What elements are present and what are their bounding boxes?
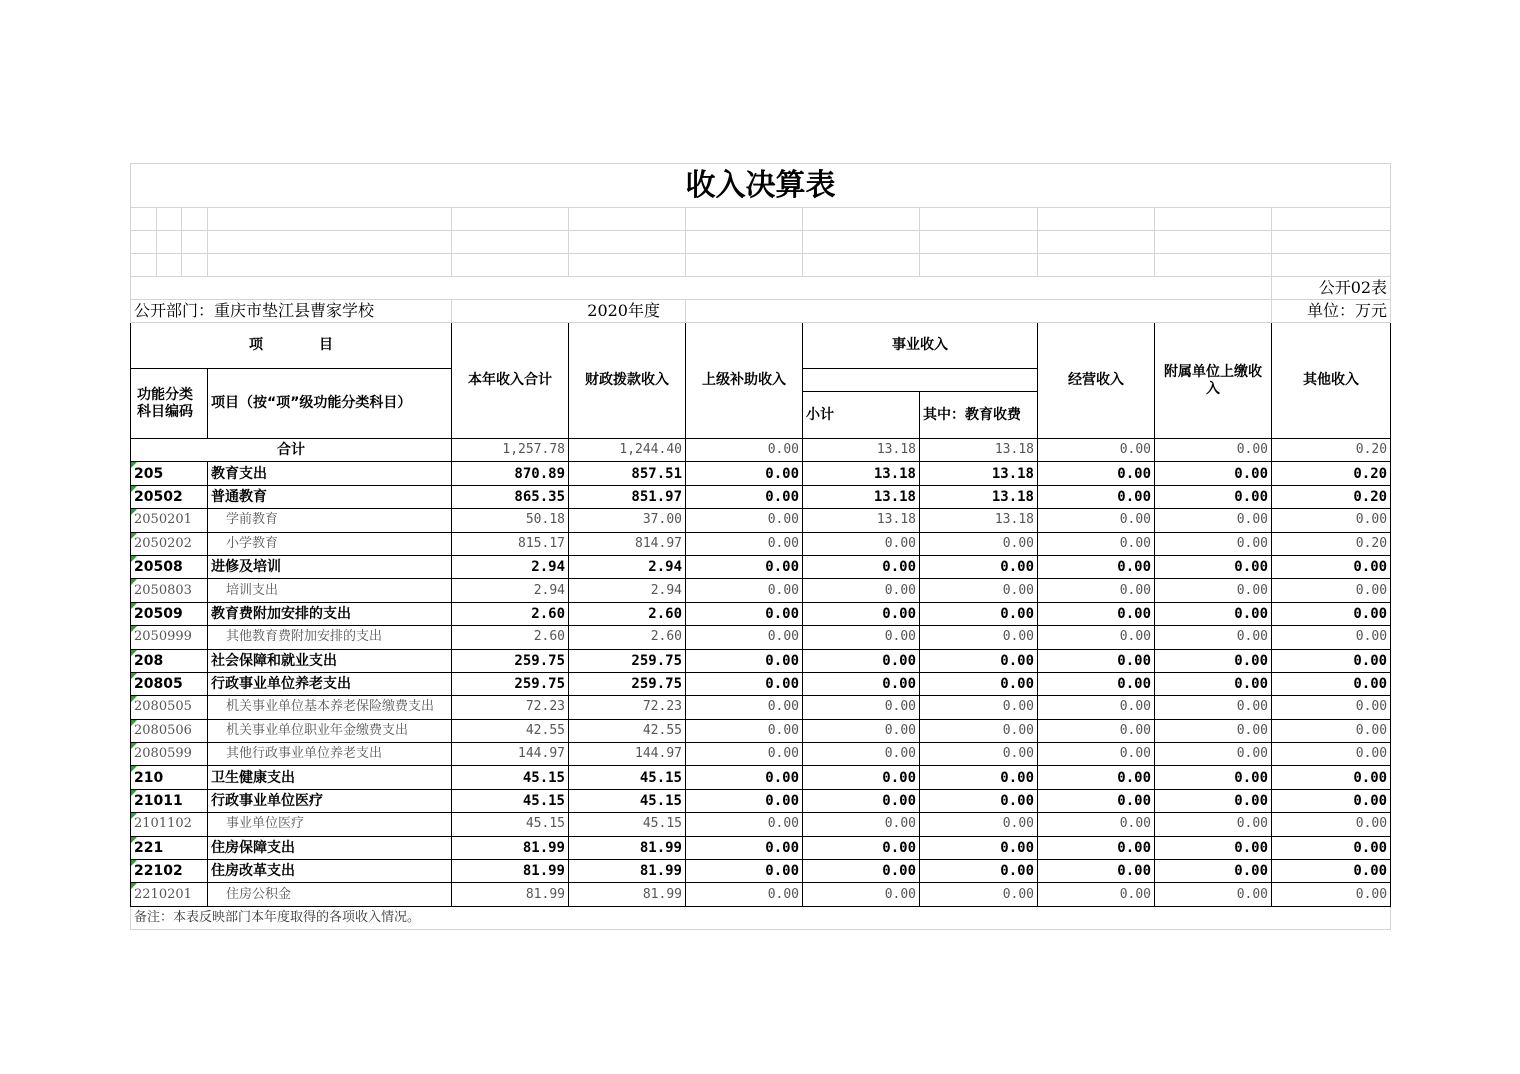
row-name: 小学教育 [208,532,452,555]
row-value: 259.75 [569,649,686,672]
row-value: 0.00 [803,789,920,812]
row-value: 42.55 [452,719,569,742]
row-name: 住房公积金 [208,883,452,906]
row-value: 0.00 [1272,789,1391,812]
row-value: 0.00 [1155,836,1272,859]
row-value: 0.00 [1272,719,1391,742]
row-value: 0.00 [803,626,920,649]
total-cell: 0.00 [1155,439,1272,462]
row-value: 0.00 [920,719,1038,742]
row-value: 0.00 [1272,766,1391,789]
row-code: 2080506 [131,719,208,742]
row-value: 0.00 [1272,696,1391,719]
row-value: 2.60 [452,626,569,649]
row-value: 0.00 [686,789,803,812]
header-business: 事业收入 [803,323,1038,369]
table-row [131,672,1391,695]
row-value: 0.00 [803,579,920,602]
row-name: 教育费附加安排的支出 [208,602,452,625]
row-name: 机关事业单位基本养老保险缴费支出 [208,696,452,719]
row-value: 0.00 [920,743,1038,766]
row-code: 20509 [131,602,208,625]
row-value: 259.75 [569,672,686,695]
total-cell: 1,257.78 [452,439,569,462]
row-value: 0.00 [1155,766,1272,789]
row-name: 教育支出 [208,462,452,485]
table-row [131,860,1391,883]
row-value: 0.00 [1272,836,1391,859]
row-value: 2.60 [569,626,686,649]
table-row [131,836,1391,859]
row-value: 0.00 [920,672,1038,695]
row-value: 72.23 [569,696,686,719]
row-value: 0.00 [1038,532,1155,555]
header-superior: 上级补助收入 [686,323,803,439]
row-code: 2080505 [131,696,208,719]
row-value: 0.00 [1272,602,1391,625]
row-value: 81.99 [569,860,686,883]
row-value: 0.00 [920,883,1038,906]
row-value: 0.00 [686,602,803,625]
row-value: 2.60 [569,602,686,625]
row-value: 0.00 [803,649,920,672]
row-value: 0.00 [1038,836,1155,859]
row-name: 其他教育费附加安排的支出 [208,626,452,649]
row-value: 2.60 [452,602,569,625]
row-code: 2050803 [131,579,208,602]
table-row [131,579,1391,602]
row-code: 210 [131,766,208,789]
row-value: 0.00 [1038,789,1155,812]
row-value: 0.00 [686,860,803,883]
row-name: 进修及培训 [208,555,452,578]
row-value: 0.00 [1155,696,1272,719]
row-value: 0.00 [920,555,1038,578]
table-row [131,532,1391,555]
table-row [131,766,1391,789]
row-value: 0.00 [1272,672,1391,695]
row-value: 0.00 [686,883,803,906]
row-value: 37.00 [569,509,686,532]
row-value: 81.99 [452,836,569,859]
row-value: 0.00 [1038,696,1155,719]
row-value: 0.00 [803,836,920,859]
row-name: 行政事业单位医疗 [208,789,452,812]
row-value: 0.00 [803,532,920,555]
row-code: 20502 [131,485,208,508]
table-row [131,462,1391,485]
row-value: 13.18 [803,462,920,485]
row-name: 学前教育 [208,509,452,532]
table-row [131,555,1391,578]
row-value: 0.00 [1155,883,1272,906]
row-value: 0.20 [1272,485,1391,508]
row-value: 2.94 [452,579,569,602]
row-code: 208 [131,649,208,672]
row-value: 13.18 [920,485,1038,508]
row-value: 0.20 [1272,462,1391,485]
total-cell: 1,244.40 [569,439,686,462]
row-value: 0.00 [1038,649,1155,672]
header-operating: 经营收入 [1038,323,1155,439]
row-value: 81.99 [569,836,686,859]
row-value: 42.55 [569,719,686,742]
row-value: 0.00 [920,860,1038,883]
row-value: 13.18 [920,509,1038,532]
row-value: 0.00 [686,719,803,742]
row-value: 13.18 [920,462,1038,485]
row-value: 0.00 [686,532,803,555]
row-value: 815.17 [452,532,569,555]
row-value: 259.75 [452,649,569,672]
row-code: 22102 [131,860,208,883]
row-value: 0.00 [1272,579,1391,602]
header-item-name: 项目（按“项”级功能分类科目） [208,369,452,439]
row-value: 0.00 [686,509,803,532]
row-code: 2050999 [131,626,208,649]
header-fiscal: 财政拨款收入 [569,323,686,439]
row-value: 0.00 [686,743,803,766]
row-name: 机关事业单位职业年金缴费支出 [208,719,452,742]
row-value: 0.00 [1272,649,1391,672]
row-value: 0.00 [1155,509,1272,532]
total-cell: 13.18 [803,439,920,462]
row-value: 81.99 [452,883,569,906]
total-cell: 13.18 [920,439,1038,462]
table-row [131,509,1391,532]
row-value: 45.15 [569,766,686,789]
row-value: 0.00 [1272,509,1391,532]
row-value: 0.00 [803,602,920,625]
row-value: 0.00 [686,696,803,719]
row-value: 0.00 [1155,579,1272,602]
row-value: 72.23 [452,696,569,719]
row-value: 259.75 [452,672,569,695]
row-value: 0.00 [686,579,803,602]
table-row [131,626,1391,649]
row-value: 0.00 [1155,743,1272,766]
row-value: 2.94 [452,555,569,578]
row-value: 870.89 [452,462,569,485]
row-value: 0.00 [1272,813,1391,836]
row-value: 0.00 [920,626,1038,649]
row-value: 0.00 [1272,743,1391,766]
row-value: 0.20 [1272,532,1391,555]
row-value: 0.00 [1038,579,1155,602]
row-value: 851.97 [569,485,686,508]
table-row [131,743,1391,766]
row-code: 2050201 [131,509,208,532]
row-value: 0.00 [1038,860,1155,883]
row-value: 0.00 [803,672,920,695]
total-label: 合计 [131,439,452,462]
row-value: 0.00 [920,602,1038,625]
row-value: 857.51 [569,462,686,485]
row-value: 0.00 [1038,602,1155,625]
row-value: 0.00 [686,672,803,695]
row-value: 0.00 [1155,649,1272,672]
row-value: 45.15 [569,789,686,812]
row-value: 0.00 [1038,485,1155,508]
row-value: 0.00 [803,555,920,578]
row-value: 45.15 [452,766,569,789]
row-name: 住房改革支出 [208,860,452,883]
row-value: 81.99 [569,883,686,906]
row-name: 普通教育 [208,485,452,508]
row-value: 0.00 [920,789,1038,812]
header-func-code: 功能分类科目编码 [131,369,208,439]
row-value: 0.00 [1038,462,1155,485]
year-label: 2020年度 [452,300,686,323]
row-code: 205 [131,462,208,485]
income-table [130,163,1391,930]
row-value: 0.00 [1272,626,1391,649]
row-value: 45.15 [452,789,569,812]
row-value: 0.00 [1038,509,1155,532]
row-value: 0.00 [1038,626,1155,649]
table-row [131,813,1391,836]
row-name: 事业单位医疗 [208,813,452,836]
page-title: 收入决算表 [131,164,1391,208]
row-value: 0.00 [1155,860,1272,883]
row-code: 2101102 [131,813,208,836]
table-number: 公开02表 [1272,277,1391,300]
table-row [131,789,1391,812]
row-value: 2.94 [569,555,686,578]
row-value: 0.00 [803,883,920,906]
table-row [131,719,1391,742]
row-value: 45.15 [452,813,569,836]
unit-label: 单位：万元 [1272,300,1391,323]
row-value: 0.00 [803,766,920,789]
row-value: 0.00 [803,860,920,883]
row-value: 0.00 [686,626,803,649]
header-total: 本年收入合计 [452,323,569,439]
row-value: 0.00 [1155,555,1272,578]
row-value: 0.00 [1155,813,1272,836]
header-edu-fee: 其中：教育收费 [920,392,1038,439]
row-code: 20805 [131,672,208,695]
total-row [131,439,1391,462]
row-value: 0.00 [1038,813,1155,836]
total-cell: 0.00 [686,439,803,462]
row-value: 0.00 [1155,719,1272,742]
footnote: 备注：本表反映部门本年度取得的各项收入情况。 [131,906,1391,929]
row-code: 2050202 [131,532,208,555]
row-value: 0.00 [686,836,803,859]
row-value: 0.00 [1038,766,1155,789]
total-cell: 0.20 [1272,439,1391,462]
row-name: 培训支出 [208,579,452,602]
row-name: 卫生健康支出 [208,766,452,789]
row-value: 0.00 [803,719,920,742]
row-value: 2.94 [569,579,686,602]
row-value: 0.00 [803,813,920,836]
row-name: 行政事业单位养老支出 [208,672,452,695]
header-subtotal: 小计 [803,392,920,439]
row-value: 0.00 [803,743,920,766]
row-value: 0.00 [686,555,803,578]
row-value: 0.00 [1272,860,1391,883]
row-value: 13.18 [803,509,920,532]
row-value: 0.00 [920,532,1038,555]
row-value: 0.00 [1038,555,1155,578]
row-code: 2080599 [131,743,208,766]
row-value: 0.00 [920,696,1038,719]
department-label: 公开部门：重庆市垫江县曹家学校 [131,300,452,323]
header-affiliated: 附属单位上缴收入 [1155,323,1272,439]
row-value: 0.00 [1272,883,1391,906]
row-value: 0.00 [1155,462,1272,485]
total-cell: 0.00 [1038,439,1155,462]
row-value: 0.00 [1038,719,1155,742]
row-value: 0.00 [1038,883,1155,906]
row-name: 社会保障和就业支出 [208,649,452,672]
row-value: 50.18 [452,509,569,532]
row-value: 0.00 [686,462,803,485]
row-value: 0.00 [803,696,920,719]
row-value: 13.18 [803,485,920,508]
row-value: 865.35 [452,485,569,508]
row-value: 0.00 [1155,626,1272,649]
row-value: 0.00 [1155,672,1272,695]
table-row [131,883,1391,906]
row-code: 2210201 [131,883,208,906]
row-value: 0.00 [920,579,1038,602]
table-row [131,696,1391,719]
row-code: 21011 [131,789,208,812]
row-value: 0.00 [1038,743,1155,766]
row-value: 0.00 [1155,485,1272,508]
row-name: 住房保障支出 [208,836,452,859]
header-other: 其他收入 [1272,323,1391,439]
income-statement-sheet [130,163,1390,925]
row-value: 0.00 [686,649,803,672]
row-name: 其他行政事业单位养老支出 [208,743,452,766]
row-value: 0.00 [1155,532,1272,555]
row-value: 144.97 [452,743,569,766]
row-value: 0.00 [920,836,1038,859]
row-code: 221 [131,836,208,859]
row-value: 814.97 [569,532,686,555]
header-item: 项 目 [131,323,452,369]
row-value: 81.99 [452,860,569,883]
row-value: 0.00 [1155,789,1272,812]
row-value: 0.00 [686,766,803,789]
row-value: 0.00 [686,485,803,508]
row-value: 0.00 [686,813,803,836]
table-row [131,485,1391,508]
row-value: 0.00 [920,813,1038,836]
table-row [131,649,1391,672]
row-value: 0.00 [1272,555,1391,578]
table-row [131,602,1391,625]
row-value: 0.00 [920,766,1038,789]
row-value: 0.00 [1155,602,1272,625]
row-value: 0.00 [920,649,1038,672]
row-value: 0.00 [1038,672,1155,695]
row-code: 20508 [131,555,208,578]
row-value: 144.97 [569,743,686,766]
row-value: 45.15 [569,813,686,836]
